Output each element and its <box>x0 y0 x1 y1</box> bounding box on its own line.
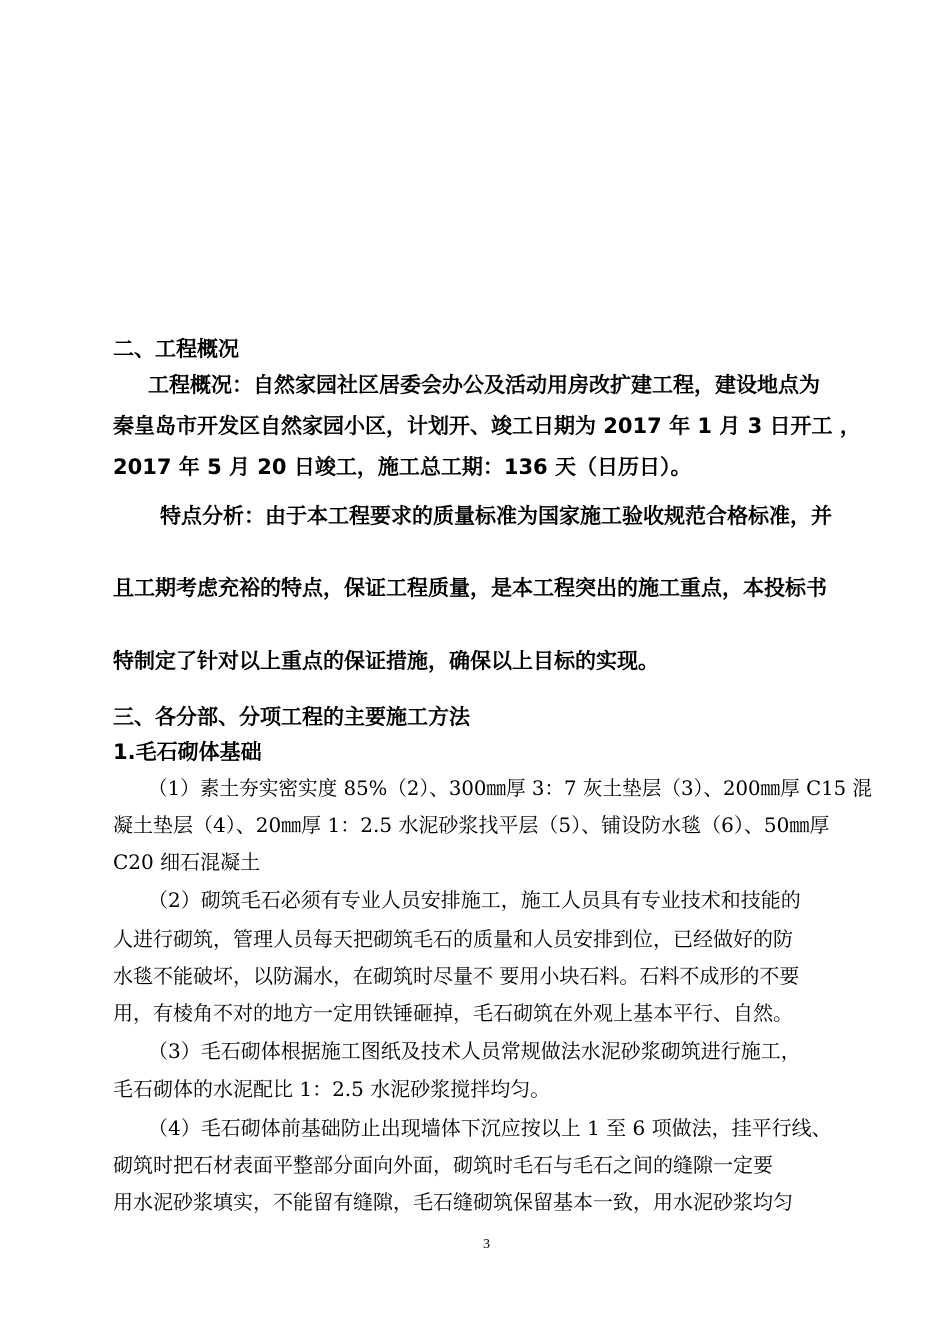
section-heading: 二、工程概况 <box>113 337 239 361</box>
analysis-line: 特制定了针对以上重点的保证措施，确保以上目标的实现。 <box>113 649 659 673</box>
section-heading: 三、各分部、分项工程的主要施工方法 <box>113 705 470 729</box>
paragraph-line: （4）毛石砌体前基础防止出现墙体下沉应按以上 1 至 6 项做法，挂平行线、 <box>148 1116 832 1140</box>
paragraph-line: （1）素土夯实密实度 85%（2）、300㎜厚 3：7 灰土垫层（3）、200㎜厚 C15 混 <box>148 776 872 800</box>
paragraph-line: 凝土垫层（4）、20㎜厚 1：2.5 水泥砂浆找平层（5）、铺设防水毯（6）、50㎜厚 <box>113 813 830 837</box>
paragraph-line: C20 细石混凝土 <box>113 850 261 874</box>
analysis-line: 特点分析：由于本工程要求的质量标准为国家施工验收规范合格标准，并 <box>160 504 832 528</box>
paragraph-line: 毛石砌体的水泥配比 1：2.5 水泥砂浆搅拌均匀。 <box>113 1077 551 1101</box>
paragraph-line: 用水泥砂浆填实，不能留有缝隙，毛石缝砌筑保留基本一致，用水泥砂浆均匀 <box>113 1190 793 1214</box>
paragraph-line: 人进行砌筑，管理人员每天把砌筑毛石的质量和人员安排到位，已经做好的防 <box>113 927 793 951</box>
paragraph-line: 砌筑时把石材表面平整部分面向外面，砌筑时毛石与毛石之间的缝隙一定要 <box>113 1153 773 1177</box>
page-number: 3 <box>483 1237 490 1252</box>
paragraph-line: （2）砌筑毛石必须有专业人员安排施工，施工人员具有专业技术和技能的 <box>148 888 801 912</box>
analysis-line: 且工期考虑充裕的特点，保证工程质量，是本工程突出的施工重点，本投标书 <box>113 576 827 600</box>
paragraph-line: 用，有棱角不对的地方一定用铁锤砸掉，毛石砌筑在外观上基本平行、自然。 <box>113 1001 793 1025</box>
paragraph-line: 水毯不能破坏，以防漏水，在砌筑时尽量不 要用小块石料。石料不成形的不要 <box>113 964 800 988</box>
overview-line: 秦皇岛市开发区自然家园小区，计划开、竣工日期为 2017 年 1 月 3 日开工 ， <box>113 414 861 438</box>
overview-line: 2017 年 5 月 20 日竣工，施工总工期：136 天（日历日）。 <box>113 455 692 479</box>
overview-line: 工程概况：自然家园社区居委会办公及活动用房改扩建工程，建设地点为 <box>148 373 820 397</box>
subsection-heading: 1.毛石砌体基础 <box>113 740 262 764</box>
paragraph-line: （3）毛石砌体根据施工图纸及技术人员常规做法水泥砂浆砌筑进行施工， <box>148 1039 801 1063</box>
